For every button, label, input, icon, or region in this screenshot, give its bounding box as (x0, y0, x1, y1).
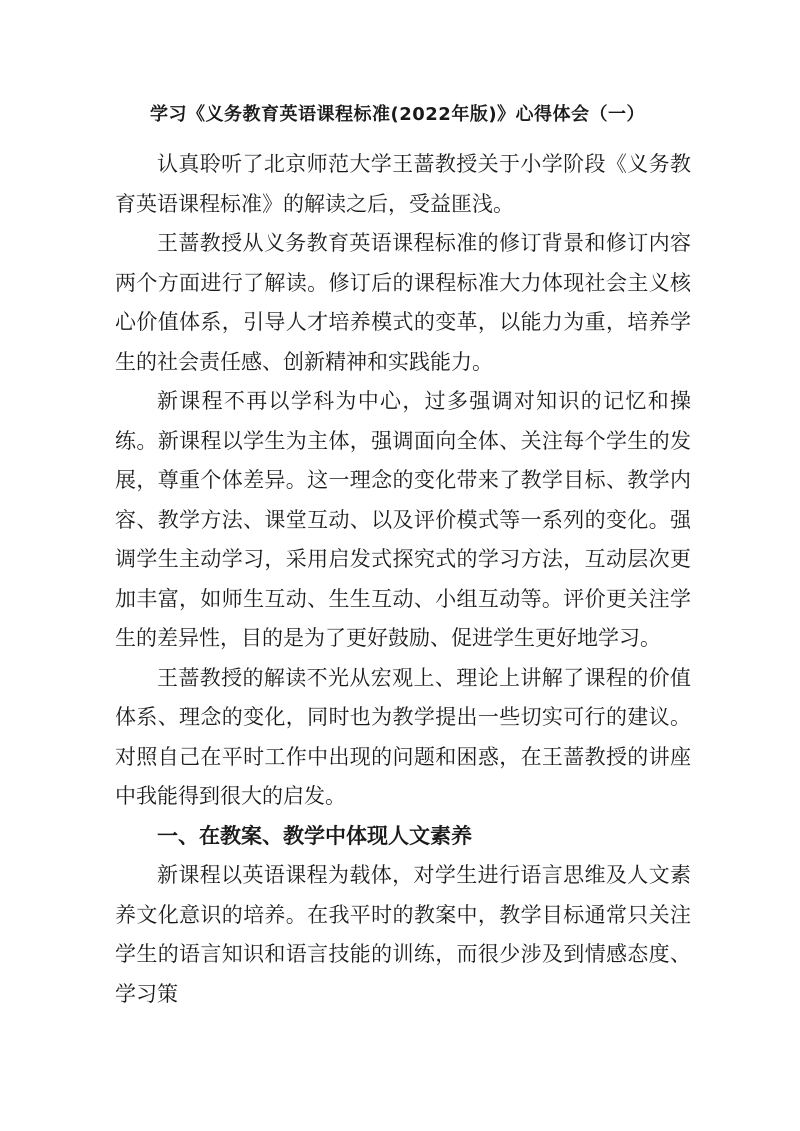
paragraph-revision-overview: 王蔷教授从义务教育英语课程标准的修订背景和修订内容两个方面进行了解读。修订后的课程标准大力体现社会主义核心价值体系，引导人才培养模式的变革，以能力为重，培养学生的社会责任感、创新精神和实践能力。 (115, 231, 691, 374)
section-heading: 一、在教案、教学中体现人文素养 (157, 823, 472, 848)
document-body (115, 145, 691, 1014)
paragraph-section-one: 新课程以英语课程为载体，对学生进行语言思维及人文素养文化意识的培养。在我平时的教案中，教学目标通常只关注学生的语言知识和语言技能的训练，而很少涉及到情感态度、学习策 (115, 863, 691, 1006)
paragraph-new-curriculum: 新课程不再以学科为中心，过多强调对知识的记忆和操练。新课程以学生为主体，强调面向全体、关注每个学生的发展，尊重个体差异。这一理念的变化带来了教学目标、教学内容、教学方法、课堂互动、以及评价模式等一系列的变化。强调学生主动学习，采用启发式探究式的学习方法，互动层次更加丰富，如师生互动、生生互动、小组互动等。评价更关注学生的差异性，目的是为了更好鼓励、促进学生更好地学习。 (115, 389, 691, 650)
document-title: 学习《义务教育英语课程标准(2022年版)》心得体会（一） (150, 104, 646, 125)
paragraph-intro: 认真聆听了北京师范大学王蔷教授关于小学阶段《义务教育英语课程标准》的解读之后，受益匪浅。 (115, 152, 691, 216)
paragraph-reflection: 王蔷教授的解读不光从宏观上、理论上讲解了课程的价值体系、理念的变化，同时也为教学提出一些切实可行的建议。对照自己在平时工作中出现的问题和困惑，在王蔷教授的讲座中我能得到很大的启发。 (115, 665, 691, 808)
